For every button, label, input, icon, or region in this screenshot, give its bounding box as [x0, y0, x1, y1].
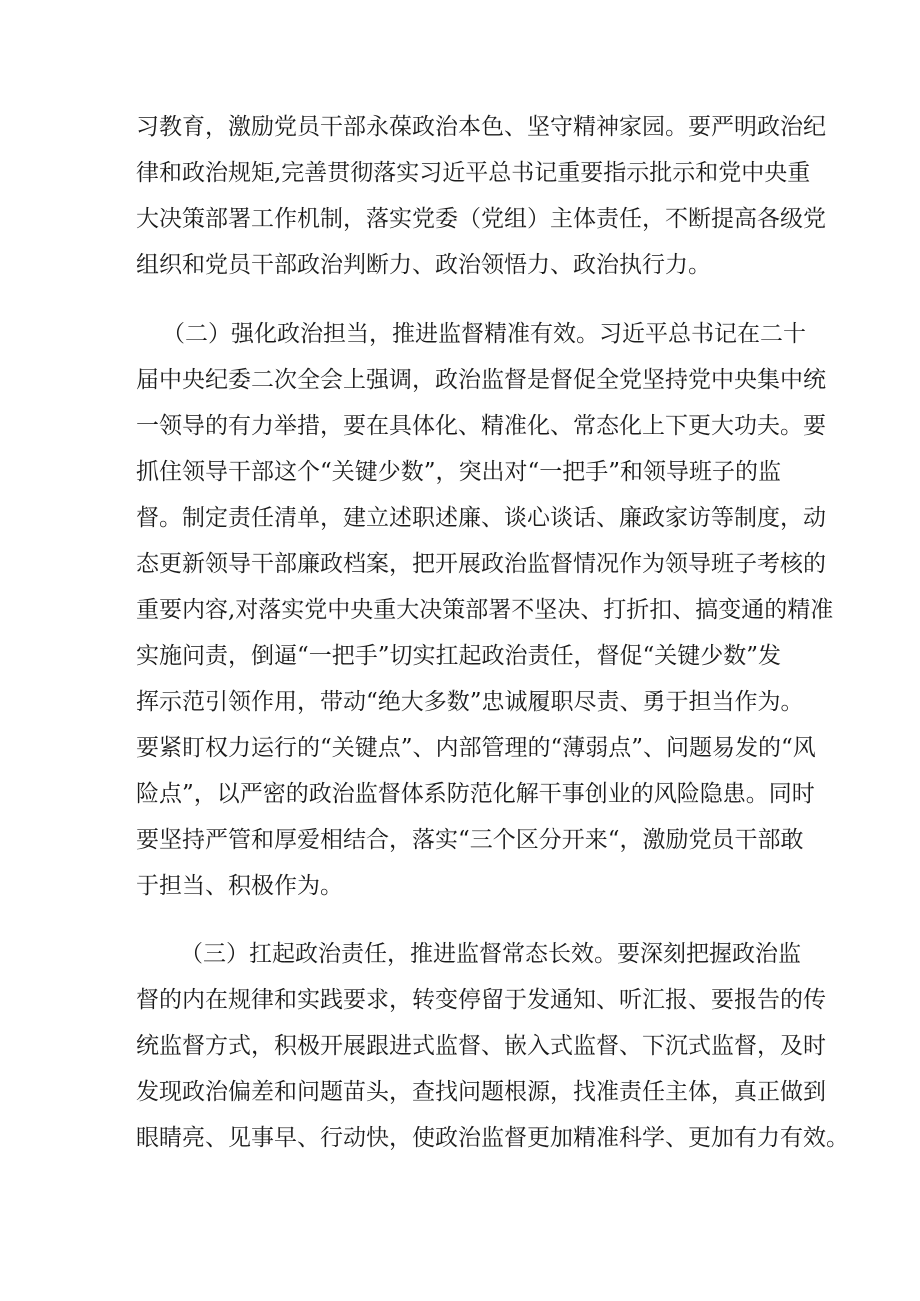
text-line: （三）扛起政治责任，推进监督常态长效。要深刻把握政治监 [180, 941, 801, 967]
text-line: 态更新领导干部廉政档案，把开展政治监督情况作为领导班子考核的 [136, 551, 826, 577]
text-line: 督的内在规律和实践要求，转变停留于发通知、听汇报、要报告的传 [136, 987, 826, 1013]
text-line: 统监督方式，积极开展跟进式监督、嵌入式监督、下沉式监督，及时 [136, 1033, 826, 1059]
text-line: 组织和党员干部政治判断力、政治领悟力、政治执行力。 [136, 252, 711, 278]
text-line: （二）强化政治担当，推进监督精准有效。习近平总书记在二十 [162, 321, 806, 347]
text-line: 督。制定责任清单，建立述职述廉、谈心谈话、廉政家访等制度，动 [136, 505, 826, 531]
text-line: 挥示范引领作用，带动“绝大多数”忠诚履职尽责、勇于担当作为。 [136, 689, 804, 715]
text-line: 险点”，以严密的政治监督体系防范化解干事创业的风险隐患。同时 [136, 781, 815, 807]
text-line: 届中央纪委二次全会上强调，政治监督是督促全党坚持党中央集中统 [136, 367, 826, 393]
text-line: 律和政治规矩,完善贯彻落实习近平总书记重要指示批示和党中央重 [136, 160, 811, 186]
text-line: 习教育，激励党员干部永葆政治本色、坚守精神家园。要严明政治纪 [136, 114, 826, 140]
text-line: 实施问责，倒逼“一把手”切实扛起政治责任，督促“关键少数”发 [136, 643, 782, 669]
text-line: 抓住领导干部这个“关键少数”，突出对“一把手”和领导班子的监 [136, 459, 782, 485]
text-line: 大决策部署工作机制，落实党委（党组）主体责任，不断提高各级党 [136, 206, 826, 232]
text-line: 要坚持严管和厚爱相结合，落实“三个区分开来“，激励党员干部敢 [136, 827, 804, 853]
text-line: 眼睛亮、见事早、行动快，使政治监督更加精准科学、更加有力有效。 [136, 1125, 849, 1151]
text-line: 于担当、积极作为。 [136, 873, 343, 899]
text-line: 一领导的有力举措，要在具体化、精准化、常态化上下更大功夫。要 [136, 413, 826, 439]
text-line: 发现政治偏差和问题苗头，查找问题根源，找准责任主体，真正做到 [136, 1079, 826, 1105]
text-line: 要紧盯权力运行的“关键点”、内部管理的“薄弱点”、问题易发的“风 [136, 735, 816, 761]
text-line: 重要内容,对落实党中央重大决策部署不坚决、打折扣、搞变通的精准 [136, 597, 834, 623]
